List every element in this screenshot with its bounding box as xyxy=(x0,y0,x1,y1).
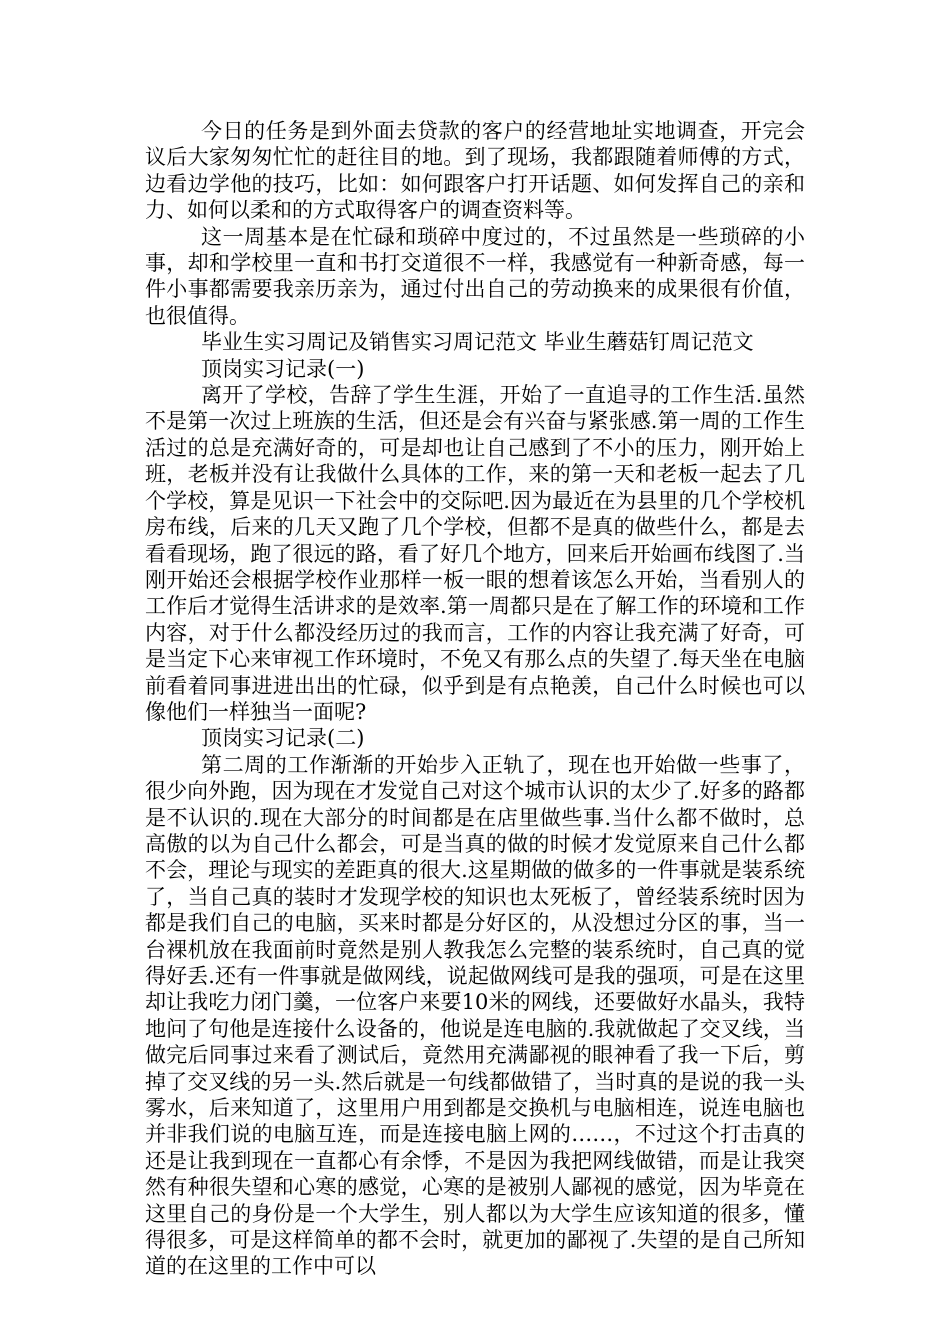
section-title-1: 顶岗实习记录(一) xyxy=(201,356,365,381)
document-page xyxy=(145,118,805,1280)
section-body-2: 第二周的工作渐渐的开始步入正轨了，现在也开始做一些事了，很少向外跑，因为现在才发觉自己对这个城市认识的太少了.好多的路都是不认识的.现在大部分的时间都是在店里做些事.当什么都不做时，总高傲的以为自己什么都会，可是当真的做的时候才发觉原来自己什么都不会，理论与现实的差距真的很大.这星期做的做多的一件事就是装系统了，当自己真的装时才发现学校的知识也太死板了，曾经装系统时因为都是我们自己的电脑，买来时都是分好区的，从没想过分区的事，当一台裸机放在我面前时竟然是别人教我怎么完整的装系统时，自己真的觉得好丢.还有一件事就是做网线，说起做网线可是我的强项，可是在这里却让我吃力闭门羹，一位客户来要10米的网线，还要做好水晶头，我特地问了句他是连接什么设备的，他说是连电脑的.我就做起了交叉线，当做完后同事过来看了测试后，竟然用充满鄙视的眼神看了我一下后，剪掉了交叉线的另一头.然后就是一句线都做错了，当时真的是说的我一头雾水，后来知道了，这里用户用到都是交换机与电脑相连，说连电脑也并非我们说的电脑互连，而是连接电脑上网的……，不过这个打击真的还是让我到现在一直都心有余悸，不是因为我把网线做错，而是让我突然有种很失望和心寒的感觉，心寒的是被别人鄙视的感觉，因为毕竟在这里自己的身份是一个大学生，别人都以为大学生应该知道的很多，懂得很多，可是这样简单的都不会时，就更加的鄙视了.失望的是自己所知道的在这里的工作中可以 xyxy=(145,752,805,1279)
section-body-1: 离开了学校，告辞了学生生涯，开始了一直追寻的工作生活.虽然不是第一次过上班族的生活，但还是会有兴奋与紧张感.第一周的工作生活过的总是充满好奇的，可是却也让自己感到了不小的压力，刚开始上班，老板并没有让我做什么具体的工作，来的第一天和老板一起去了几个学校，算是见识一下社会中的交际吧.因为最近在为县里的几个学校机房布线，后来的几天又跑了几个学校，但都不是真的做些什么，都是去看看现场，跑了很远的路，看了好几个地方，回来后开始画布线图了.当刚开始还会根据学校作业那样一板一眼的想着该怎么开始，当看别人的工作后才觉得生活讲求的是效率.第一周都只是在了解工作的环境和工作内容，对于什么都没经历过的我而言，工作的内容让我充满了好奇，可是当定下心来审视工作环境时，不免又有那么点的失望了.每天坐在电脑前看着同事进进出出的忙碌，似乎到是有点艳羡，自己什么时候也可以像他们一样独当一面呢? xyxy=(145,383,805,724)
paragraph-task: 今日的任务是到外面去贷款的客户的经营地址实地调查，开完会议后大家匆匆忙忙的赶往目的地。到了现场，我都跟随着师傅的方式，边看边学他的技巧，比如：如何跟客户打开话题、如何发挥自己的亲和力、如何以柔和的方式取得客户的调查资料等。 xyxy=(145,119,805,223)
section-title-2: 顶岗实习记录(二) xyxy=(201,726,365,751)
related-articles-title: 毕业生实习周记及销售实习周记范文 毕业生蘑菇钉周记范文 xyxy=(201,330,754,355)
paragraph-week-summary: 这一周基本是在忙碌和琐碎中度过的，不过虽然是一些琐碎的小事，却和学校里一直和书打交道很不一样，我感觉有一种新奇感，每一件小事都需要我亲历亲为，通过付出自己的劳动换来的成果很有价值，也很值得。 xyxy=(145,224,805,328)
